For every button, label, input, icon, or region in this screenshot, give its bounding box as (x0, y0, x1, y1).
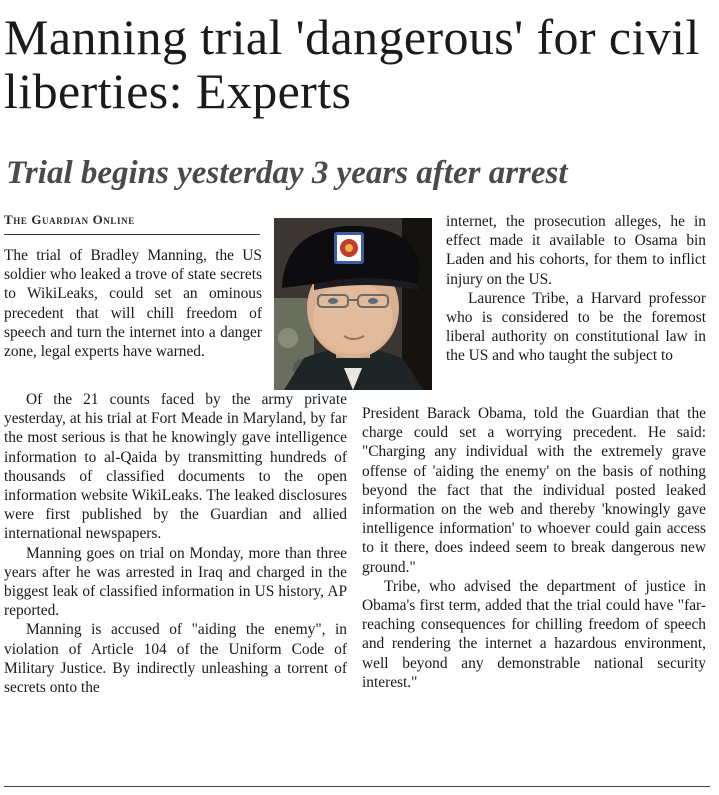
article-column-1 (4, 390, 347, 697)
paragraph-5: internet, the prosecution alleges, he in effect made it available to Osama bin Laden and his cohorts, for them to inflict injury on the US. (446, 213, 706, 288)
paragraph-3: Manning goes on trial on Monday, more than three years after he was arrested in Iraq and charged in the biggest leak of classified information in US history, AP reported. (4, 544, 347, 620)
headline: Manning trial 'dangerous' for civil liberties: Experts (4, 9, 700, 119)
bottom-divider (4, 786, 710, 787)
article-column-2-top (446, 212, 706, 366)
article-column-1-top (4, 246, 262, 361)
paragraph-1: The trial of Bradley Manning, the US soldier who leaked a trove of state secrets to WikiLeaks, could set an ominous precedent that will chill freedom of speech and turn the internet into a danger zone, legal experts have warned. (4, 247, 262, 361)
paragraph-2: Of the 21 counts faced by the army private yesterday, at his trial at Fort Meade in Maryland, by far the most serious is that he knowingly gave intelligence information to al-Qaida by transmitting hundreds of thousands of classified documents to the open information website WikiLeaks. The leaked disclosures were first published by the Guardian and allied international newspapers. (4, 391, 347, 543)
source-byline: The Guardian Online (4, 212, 135, 227)
paragraph-4: Manning is accused of "aiding the enemy", in violation of Article 104 of the Uniform Code of Military Justice. By indirectly unleashing a torrent of secrets onto the (4, 621, 347, 697)
subheadline: Trial begins yesterday 3 years after arrest (6, 155, 568, 191)
paragraph-8: Tribe, who advised the department of justice in Obama's first term, added that the trial could have "far-reaching consequences for chilling freedom of speech and rendering the internet a hazardous environment, well beyond any demonstrable national security interest." (362, 577, 706, 691)
portrait-image (274, 218, 432, 390)
article-column-2 (362, 404, 706, 692)
byline-divider (4, 234, 260, 235)
soldier-photo (274, 218, 432, 390)
paragraph-6: Laurence Tribe, a Harvard professor who is considered to be the foremost liberal authority on constitutional law in the US and who taught the subject to (446, 289, 706, 365)
paragraph-7: President Barack Obama, told the Guardian that the charge could set a worrying precedent. He said: "Charging any individual with the extremely grave offense of 'aiding the enemy' on the basis of nothing beyond the fact that the individual posted leaked information on the web and thereby 'knowingly gave intelligence information' to whoever could gain access to it there, does indeed seem to break dangerous new ground." (362, 405, 706, 576)
